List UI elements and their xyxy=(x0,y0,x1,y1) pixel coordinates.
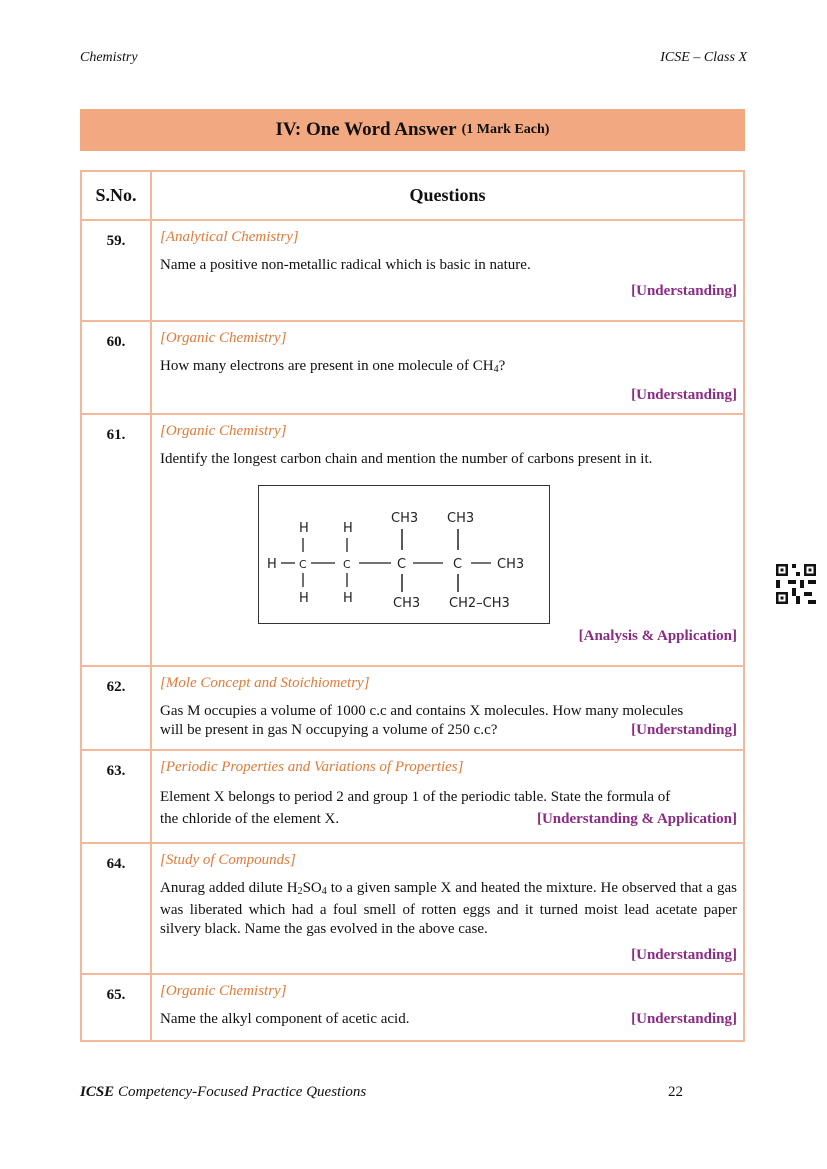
section-title-band xyxy=(80,109,745,151)
question-topic: [Periodic Properties and Variations of Properties] xyxy=(160,759,464,775)
page-number: 22 xyxy=(668,1084,683,1100)
question-cell xyxy=(151,974,744,1041)
question-line: the chloride of the element X. xyxy=(160,811,340,827)
footer-brand: ICSE xyxy=(80,1084,115,1100)
question-text: Name a positive non-metallic radical which is basic in nature. xyxy=(160,257,531,273)
structural-formula-diagram xyxy=(259,486,549,623)
atom-label: H xyxy=(299,521,309,536)
col-header-sno: S.No. xyxy=(81,171,151,220)
question-cell xyxy=(151,750,744,843)
question-number: 63. xyxy=(81,750,151,843)
qr-code-icon[interactable] xyxy=(776,564,816,604)
question-level: [Understanding] xyxy=(631,1011,737,1027)
question-level: [Understanding] xyxy=(631,283,737,299)
table-row xyxy=(81,974,744,1041)
question-number: 64. xyxy=(81,843,151,974)
section-title: IV: One Word Answer xyxy=(275,119,457,140)
question-cell xyxy=(151,321,744,414)
question-level: [Understanding] xyxy=(631,947,737,963)
header-subject: Chemistry xyxy=(80,50,138,65)
table-row xyxy=(81,843,744,974)
subscript: 2 xyxy=(297,886,303,897)
question-number: 59. xyxy=(81,220,151,321)
question-cell xyxy=(151,843,744,974)
atom-label: H xyxy=(267,557,277,572)
question-number: 61. xyxy=(81,414,151,666)
question-text-part: SO xyxy=(302,880,322,896)
subscript: 4 xyxy=(493,364,499,375)
question-topic: [Study of Compounds] xyxy=(160,852,296,868)
atom-label: C xyxy=(343,558,351,571)
question-text xyxy=(160,357,737,379)
group-label: CH3 xyxy=(393,596,421,611)
question-topic: [Organic Chemistry] xyxy=(160,423,287,439)
footer-title xyxy=(80,1084,366,1101)
question-text: Name the alkyl component of acetic acid. xyxy=(160,1011,410,1027)
atom-label: H xyxy=(343,591,353,606)
question-level: [Understanding] xyxy=(631,387,737,403)
question-line-row xyxy=(160,808,737,830)
question-topic: [Organic Chemistry] xyxy=(160,330,287,346)
group-label: CH3 xyxy=(391,511,419,526)
question-text-row xyxy=(160,1010,737,1029)
question-line: will be present in gas N occupying a volume of 250 c.c? xyxy=(160,722,498,738)
atom-label: H xyxy=(343,521,353,536)
question-text-part: Anurag added dilute H xyxy=(160,880,298,896)
question-level: [Analysis & Application] xyxy=(578,628,737,644)
atom-label: C xyxy=(397,557,407,572)
question-text-part: to a given sample X and heated the mixture. He observed that a gas was liberated which had a foul smell of rotten eggs and it turned moist lead acetate paper silvery black. Name the gas evolved in the above case. xyxy=(160,880,737,937)
question-cell xyxy=(151,414,744,666)
questions-table xyxy=(80,170,745,1042)
question-line: Element X belongs to period 2 and group 1 of the periodic table. State the formula of xyxy=(160,789,671,805)
question-number: 65. xyxy=(81,974,151,1041)
question-topic: [Organic Chemistry] xyxy=(160,983,287,999)
question-number: 62. xyxy=(81,666,151,750)
table-header-row xyxy=(81,171,744,220)
section-marks: (1 Mark Each) xyxy=(461,122,550,137)
question-cell xyxy=(151,220,744,321)
table-row xyxy=(81,666,744,750)
question-line-row xyxy=(160,721,737,740)
question-topic: [Analytical Chemistry] xyxy=(160,229,299,245)
question-text xyxy=(160,702,737,740)
question-text-part: ? xyxy=(498,358,506,374)
question-cell xyxy=(151,666,744,750)
table-row xyxy=(81,414,744,666)
question-text: Identify the longest carbon chain and mention the number of carbons present in it. xyxy=(160,451,653,467)
question-text-part: How many electrons are present in one molecule of CH xyxy=(160,358,494,374)
atom-label: H xyxy=(299,591,309,606)
atom-label: C xyxy=(453,557,463,572)
question-level: [Understanding] xyxy=(631,722,737,738)
col-header-questions: Questions xyxy=(151,171,744,220)
table-row xyxy=(81,321,744,414)
subscript: 4 xyxy=(321,886,327,897)
group-label: CH3 xyxy=(447,511,475,526)
question-number: 60. xyxy=(81,321,151,414)
structural-formula-image xyxy=(258,485,550,624)
table-row xyxy=(81,750,744,843)
question-topic: [Mole Concept and Stoichiometry] xyxy=(160,675,370,691)
group-label: CH2–CH3 xyxy=(449,596,510,611)
question-text xyxy=(160,879,737,939)
header-course: ICSE – Class X xyxy=(660,50,747,65)
group-label: CH3 xyxy=(497,557,525,572)
table-row xyxy=(81,220,744,321)
atom-label: C xyxy=(299,558,307,571)
question-text xyxy=(160,786,737,830)
question-line: Gas M occupies a volume of 1000 c.c and contains X molecules. How many molecules xyxy=(160,703,684,719)
question-level: [Understanding & Application] xyxy=(536,811,737,827)
footer-text: Competency-Focused Practice Questions xyxy=(114,1084,367,1100)
